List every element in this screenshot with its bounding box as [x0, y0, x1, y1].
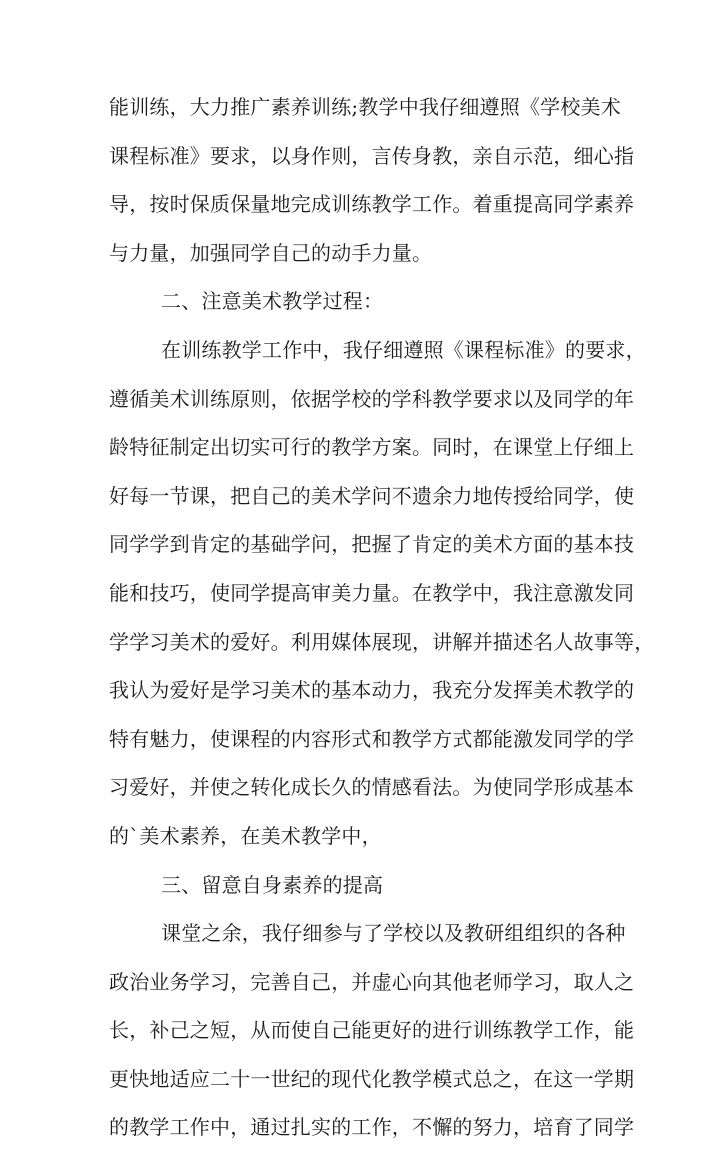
text-line: 我认为爱好是学习美术的基本动力，我充分发挥美术教学的 — [109, 678, 635, 703]
text-line: 能训练，大力推广素养训练;教学中我仔细遵照《学校美术 — [109, 95, 621, 119]
section-heading: 二、注意美术教学过程： — [161, 289, 384, 314]
text-line: 的`美术素养，在美术教学中， — [109, 823, 382, 848]
text-line: 龄特征制定出切实可行的教学方案。同时，在课堂上仔细上 — [109, 435, 635, 460]
text-line: 课程标准》要求，以身作则，言传身教，亲自示范，细心指 — [109, 143, 635, 168]
text-line: 同学学到肯定的基础学问，把握了肯定的美术方面的基本技 — [109, 532, 635, 557]
text-line: 导，按时保质保量地完成训练教学工作。着重提高同学素养 — [109, 192, 635, 217]
text-line: 习爱好，并使之转化成长久的情感看法。为使同学形成基本 — [109, 775, 635, 800]
text-line: 能和技巧，使同学提高审美力量。在教学中，我注意激发同 — [109, 580, 635, 605]
text-line: 政治业务学习，完善自己，并虚心向其他老师学习，取人之 — [109, 969, 635, 994]
text-line: 特有魅力，使课程的内容形式和教学方式都能激发同学的学 — [109, 726, 635, 751]
document-body — [109, 83, 655, 1152]
text-line: 好每一节课，把自己的美术学问不遗余力地传授给同学，使 — [109, 483, 635, 508]
text-line: 在训练教学工作中，我仔细遵照《课程标准》的要求， — [161, 337, 646, 362]
text-line: 的教学工作中，通过扎实的工作，不懈的努力，培育了同学 — [109, 1115, 635, 1140]
text-line: 遵循美术训练原则，依据学校的学科教学要求以及同学的年 — [109, 386, 635, 411]
text-line: 课堂之余，我仔细参与了学校以及教研组组织的各种 — [161, 921, 626, 946]
text-line: 与力量，加强同学自己的动手力量。 — [109, 240, 433, 265]
section-heading: 三、留意自身素养的提高 — [161, 872, 384, 897]
text-line: 长，补己之短，从而使自己能更好的进行训练教学工作，能 — [109, 1018, 635, 1043]
text-line: 学学习美术的爱好。利用媒体展现，讲解并描述名人故事等， — [109, 629, 655, 654]
text-line: 更快地适应二十一世纪的现代化教学模式总之，在这一学期 — [109, 1066, 635, 1091]
